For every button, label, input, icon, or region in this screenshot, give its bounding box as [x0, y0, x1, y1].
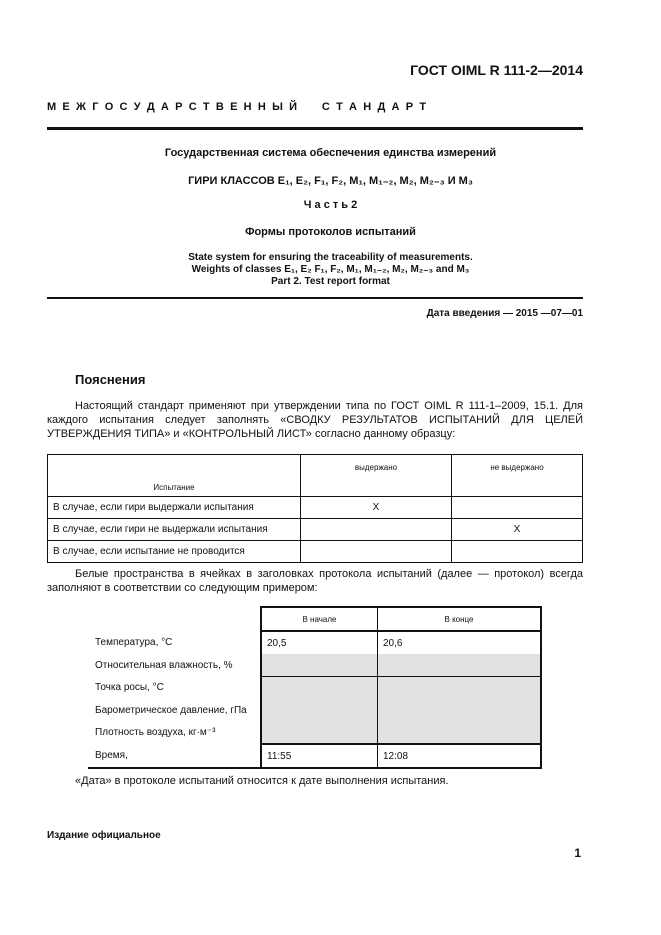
cell: Барометрическое давление, гПа [95, 704, 247, 716]
cell [261, 677, 378, 700]
table-row [48, 497, 583, 519]
header-cell: Испытание [48, 455, 301, 497]
cell [261, 654, 378, 677]
cell [261, 699, 378, 721]
cell: Относительная влажность, % [95, 659, 233, 671]
cell: Точка росы, °C [95, 682, 164, 694]
table-row [88, 699, 541, 721]
cell: Температура, °C [95, 637, 173, 648]
title-rule [47, 297, 583, 299]
cell [301, 519, 452, 541]
main-title: ГИРИ КЛАССОВ E₁, E₂, F₁, F₂, M₁, M₁₋₂, M₂, M₂₋₃ И M₃ [188, 175, 473, 187]
cell [378, 721, 542, 744]
table-row [88, 721, 541, 744]
paragraph: Настоящий стандарт применяют при утверждении типа по ГОСТ OIML R 111-1–2009, 15.1. Для каждого испытания следует заполнять «СВОДКУ РЕЗУЛЬТАТОВ ИСПЫТАНИЙ ДЛЯ ЦЕЛЕЙ УТВЕРЖДЕНИЯ ТИПА» и «КОНТРОЛЬНЫЙ ЛИСТ» согласно данному образцу: [47, 400, 583, 440]
cell [452, 497, 583, 519]
cell [378, 654, 542, 677]
edition-note: Издание официальное [47, 830, 161, 841]
table-row [48, 519, 583, 541]
cell [378, 699, 542, 721]
system-title: Государственная система обеспечения единства измерений [164, 147, 497, 159]
header-rule [47, 127, 583, 130]
cell [301, 541, 452, 563]
cell: В случае, если гири выдержали испытания [48, 497, 301, 519]
paragraph: Белые пространства в ячейках в заголовках протокола испытаний (далее — протокол) всегда заполняют в соответствии со следующим примером: [47, 568, 583, 594]
english-title [0, 252, 661, 288]
cell: 11:55 [261, 744, 378, 768]
section-heading: Пояснения [75, 372, 146, 387]
cell: X [301, 497, 452, 519]
cell [378, 677, 542, 700]
cell: 12:08 [378, 744, 542, 768]
cell: В случае, если гири не выдержали испытания [48, 519, 301, 541]
cell: X [452, 519, 583, 541]
cell [261, 721, 378, 744]
header-cell [88, 607, 261, 631]
table-header-row [48, 455, 583, 497]
standard-type: М Е Ж Г О С У Д А Р С Т В Е Н Н Ы Й С Т А Н Д А Р Т [47, 101, 428, 113]
english-line: Part 2. Test report format [271, 276, 390, 287]
intro-date: Дата введения — 2015 —07—01 [426, 308, 583, 319]
cell [452, 541, 583, 563]
test-result-table [47, 454, 583, 563]
cell: В случае, если испытание не проводится [48, 541, 301, 563]
conditions-table [88, 606, 542, 769]
table-row [88, 654, 541, 677]
part-title: Ч а с т ь 2 [303, 199, 358, 211]
cell: Время, [88, 744, 261, 768]
english-line: Weights of classes E₁, E₂ F₁, F₂, M₁, M₁₋₂, M₂, M₂₋₃ and M₃ [191, 264, 470, 275]
table-row [88, 744, 541, 768]
cell: 20,6 [378, 631, 542, 654]
table-row [48, 541, 583, 563]
page-number: 1 [574, 846, 581, 860]
table-header-row [88, 607, 541, 631]
cell: 20,5 [261, 631, 378, 654]
table-row [88, 677, 541, 700]
doc-number: ГОСТ OIML R 111-2—2014 [410, 62, 583, 78]
paragraph: «Дата» в протоколе испытаний относится к дате выполнения испытания. [75, 775, 449, 787]
header-cell: не выдержано [452, 455, 583, 497]
header-cell: В начале [261, 607, 378, 631]
table-row [88, 631, 541, 654]
cell: Плотность воздуха, кг·м⁻³ [95, 727, 216, 738]
header-cell: В конце [378, 607, 542, 631]
english-line: State system for ensuring the traceability of measurements. [188, 252, 473, 263]
header-cell: выдержано [301, 455, 452, 497]
subtitle: Формы протоколов испытаний [245, 226, 416, 238]
